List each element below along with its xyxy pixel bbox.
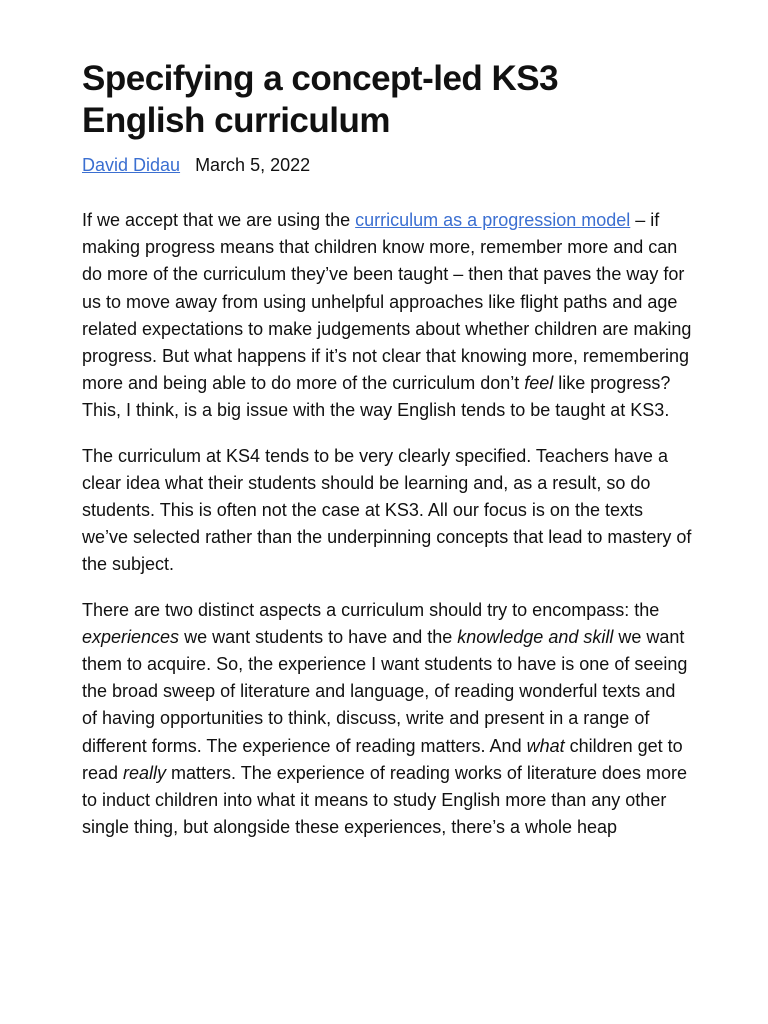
paragraph-1-text-a: If we accept that we are using the [82, 210, 356, 230]
emphasis-really: really [123, 762, 167, 783]
author-link[interactable]: David Didau [82, 155, 181, 175]
paragraph-3-text-b: we want students to have and the [179, 626, 458, 647]
paragraph-2: The curriculum at KS4 tends to be very clearly specified. Teachers have a clear idea what their students should be learning and, as a result, so do students. This is often not the case at KS3. All our focus is on the texts we’ve selected rather than the underpinning concepts that lead to mastery of the subject. [82, 445, 692, 575]
paragraph-3-text-e: matters. The experience of reading works of literature does more to induct children into what it means to study English more than any other single thing, but alongside these experiences, there’s a whole heap [82, 762, 687, 838]
emphasis-what: what [526, 735, 565, 756]
emphasis-feel: feel [524, 373, 554, 394]
paragraph-1-text-c: like progress? This, I think, is a big issue with the way English tends to be taught at KS3. [82, 373, 671, 421]
article-meta [82, 153, 692, 177]
progression-model-link[interactable]: curriculum as a progression model [355, 210, 631, 230]
paragraph-1 [82, 207, 692, 425]
emphasis-experiences: experiences [82, 626, 180, 647]
article-body [82, 207, 692, 841]
page-title [82, 58, 692, 142]
title-line-1: Specifying a concept-led KS3 [82, 59, 559, 98]
title-line-2: English curriculum [82, 101, 390, 140]
article [82, 58, 692, 859]
paragraph-3 [82, 597, 692, 842]
paragraph-3-text-a: There are two distinct aspects a curriculum should try to encompass: the [82, 599, 660, 620]
paragraph-3-text-d: children get to read [82, 735, 683, 783]
paragraph-3-text-c: we want them to acquire. So, the experience I want students to have is one of seeing the broad sweep of literature and language, of reading wonderful texts and of having opportunities to think, discuss, write and present in a range of different forms. The experience of reading matters. And [82, 626, 688, 756]
publish-date: March 5, 2022 [195, 155, 311, 175]
emphasis-knowledge-and-skill: knowledge and skill [457, 626, 614, 647]
paragraph-1-text-b: – if making progress means that children know more, remember more and can do more of the curriculum they’ve been taught – then that paves the way for us to move away from using unhelpful approaches like flight paths and age related expectations to make judgements about whether children are making progress. But what happens if it’s not clear that knowing more, remembering more and being able to do more of the curriculum don’t [82, 210, 692, 394]
